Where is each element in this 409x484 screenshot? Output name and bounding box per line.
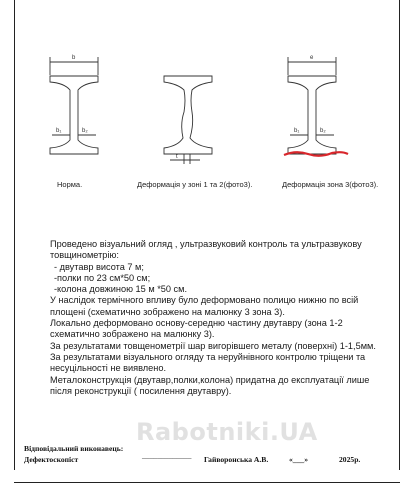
report-line: товщинометрію: xyxy=(50,250,119,261)
label-t: t xyxy=(176,154,178,160)
report-line: -колона довжиною 15 м *50 см. xyxy=(54,284,188,295)
caption-norm: Норма. xyxy=(57,180,83,189)
report-line: Проведено візуальний огляд , ультразвуковий контроль та ультразвукову xyxy=(50,239,362,249)
label-b: b xyxy=(72,55,76,61)
signature-role: Відповідальний виконавець: xyxy=(24,444,124,453)
report-body xyxy=(50,239,390,397)
signature-line: _____________ xyxy=(142,451,192,460)
report-line: після реконструкції ( посилення двутавру). xyxy=(50,385,232,396)
report-line: У наслідок термічного впливу було деформовано полицю нижню по всій xyxy=(50,295,359,306)
report-line: площені (схематично зображено на малюнку 3 зона 3). xyxy=(50,306,285,317)
label-b1: b₁ xyxy=(56,128,62,134)
report-line: За результатами товщенометрії шар вигорівшего металу (поверхні) 1-1,5мм. xyxy=(50,340,376,351)
report-line: Металоконструкція (двутавр,полки,колона) придатна до експлуатації лише xyxy=(50,374,370,385)
signature-name: Гайворонська А.В. xyxy=(204,455,269,464)
signature-year: 2025р. xyxy=(339,455,361,464)
report-line: схематично зображено на малюнку 3). xyxy=(50,329,215,340)
label-b2-fig3: b₂ xyxy=(320,128,326,134)
caption-deformation-zone3: Деформація зона 3(фото3). xyxy=(282,180,379,189)
signature-position: Дефектоскопіст xyxy=(24,455,79,464)
label-b2: b₂ xyxy=(82,128,88,134)
label-b1-fig3: b₁ xyxy=(294,128,300,134)
caption-deformation-zone12: Деформація у зоні 1 та 2(фото3). xyxy=(137,180,253,189)
report-line: несуцільності не виявлено. xyxy=(50,363,167,374)
report-line: Локально деформовано основу-середню частину двутавру (зона 1-2 xyxy=(50,318,343,329)
label-e: e xyxy=(310,55,314,61)
report-line: - двутавр висота 7 м; xyxy=(54,261,144,272)
signature-date: «___» xyxy=(289,455,308,464)
report-line: -полки по 23 см*50 см; xyxy=(54,272,151,283)
watermark: Rabotniki.UA xyxy=(136,418,318,446)
report-line: За результатами візуального огляду та неруйнівного контролю тріщени та xyxy=(50,351,366,362)
